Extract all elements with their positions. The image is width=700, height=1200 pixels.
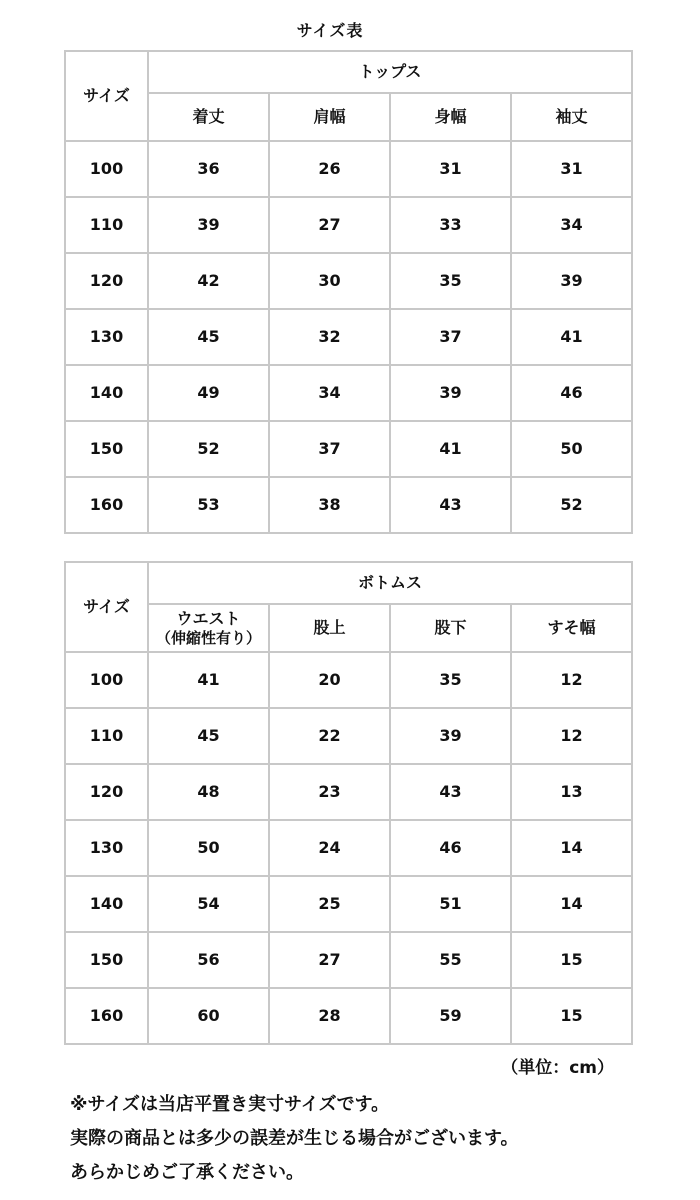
measurement-cell: 39: [390, 708, 511, 764]
column-header-label: すそ幅: [547, 618, 596, 637]
measurement-cell: 14: [511, 876, 632, 932]
measurement-cell: 59: [390, 988, 511, 1044]
notes-list: [70, 1088, 670, 1190]
tops-group-header: トップス: [148, 51, 632, 93]
table-row: [65, 652, 632, 708]
measurement-cell: 30: [269, 253, 390, 309]
measurement-cell: 46: [390, 820, 511, 876]
table-row: [65, 764, 632, 820]
measurement-cell: 34: [511, 197, 632, 253]
tops-column-header: 身幅: [390, 93, 511, 141]
measurement-cell: 22: [269, 708, 390, 764]
measurement-cell: 25: [269, 876, 390, 932]
measurement-cell: 26: [269, 141, 390, 197]
column-header-label: 股下: [434, 618, 467, 637]
table-row: [65, 197, 632, 253]
measurement-cell: 53: [148, 477, 269, 533]
size-cell: 110: [65, 708, 148, 764]
measurement-cell: 49: [148, 365, 269, 421]
measurement-cell: 41: [148, 652, 269, 708]
measurement-cell: 27: [269, 932, 390, 988]
measurement-cell: 45: [148, 708, 269, 764]
tops-column-header-row: [65, 93, 632, 141]
bottoms-table-body: [65, 652, 632, 1044]
measurement-cell: 50: [511, 421, 632, 477]
measurement-cell: 35: [390, 652, 511, 708]
tops-column-header: 肩幅: [269, 93, 390, 141]
measurement-cell: 50: [148, 820, 269, 876]
table-row: [65, 708, 632, 764]
tops-table-body: [65, 141, 632, 533]
size-cell: 150: [65, 421, 148, 477]
size-cell: 130: [65, 820, 148, 876]
size-cell: 100: [65, 141, 148, 197]
measurement-cell: 42: [148, 253, 269, 309]
column-header-label: 股上: [313, 618, 346, 637]
size-cell: 120: [65, 253, 148, 309]
note-line: あらかじめご了承ください。: [70, 1162, 304, 1183]
measurement-cell: 41: [511, 309, 632, 365]
measurement-cell: 60: [148, 988, 269, 1044]
bottoms-column-header-row: [65, 604, 632, 652]
bottoms-column-header-inseam: [390, 604, 511, 652]
measurement-cell: 34: [269, 365, 390, 421]
measurement-cell: 15: [511, 988, 632, 1044]
size-cell: 140: [65, 876, 148, 932]
measurement-cell: 23: [269, 764, 390, 820]
measurement-cell: 52: [148, 421, 269, 477]
table-row: [65, 253, 632, 309]
measurement-cell: 55: [390, 932, 511, 988]
measurement-cell: 36: [148, 141, 269, 197]
measurement-cell: 43: [390, 764, 511, 820]
measurement-cell: 31: [390, 141, 511, 197]
size-cell: 130: [65, 309, 148, 365]
measurement-cell: 20: [269, 652, 390, 708]
column-header-sublabel: （伸縮性有り）: [155, 628, 261, 647]
measurement-cell: 32: [269, 309, 390, 365]
measurement-cell: 52: [511, 477, 632, 533]
bottoms-size-table: [64, 561, 633, 1045]
table-row: [65, 477, 632, 533]
bottoms-group-header-row: [65, 562, 632, 604]
measurement-cell: 28: [269, 988, 390, 1044]
page-title: サイズ表: [296, 21, 364, 40]
measurement-cell: 45: [148, 309, 269, 365]
measurement-cell: 14: [511, 820, 632, 876]
tops-size-header: サイズ: [65, 51, 148, 141]
measurement-cell: 37: [269, 421, 390, 477]
tops-size-table: [64, 50, 633, 534]
measurement-cell: 39: [148, 197, 269, 253]
table-row: [65, 820, 632, 876]
measurement-cell: 12: [511, 708, 632, 764]
note-line: ※サイズは当店平置き実寸サイズです。: [70, 1094, 390, 1115]
size-cell: 120: [65, 764, 148, 820]
measurement-cell: 38: [269, 477, 390, 533]
measurement-cell: 46: [511, 365, 632, 421]
column-header-label: ウエスト: [176, 608, 241, 628]
size-cell: 110: [65, 197, 148, 253]
note-line: 実際の商品とは多少の誤差が生じる場合がございます。: [70, 1128, 519, 1149]
bottoms-column-header-hem-width: [511, 604, 632, 652]
table-row: [65, 421, 632, 477]
bottoms-group-header: ボトムス: [148, 562, 632, 604]
measurement-cell: 12: [511, 652, 632, 708]
size-cell: 150: [65, 932, 148, 988]
measurement-cell: 27: [269, 197, 390, 253]
tops-column-header: 着丈: [148, 93, 269, 141]
measurement-cell: 56: [148, 932, 269, 988]
measurement-cell: 48: [148, 764, 269, 820]
bottoms-size-header: サイズ: [65, 562, 148, 652]
measurement-cell: 54: [148, 876, 269, 932]
table-row: [65, 309, 632, 365]
bottoms-column-header-rise: [269, 604, 390, 652]
table-row: [65, 988, 632, 1044]
tops-group-header-row: [65, 51, 632, 93]
measurement-cell: 39: [511, 253, 632, 309]
measurement-cell: 39: [390, 365, 511, 421]
size-cell: 140: [65, 365, 148, 421]
size-cell: 160: [65, 988, 148, 1044]
measurement-cell: 41: [390, 421, 511, 477]
table-row: [65, 365, 632, 421]
table-row: [65, 932, 632, 988]
size-cell: 100: [65, 652, 148, 708]
measurement-cell: 24: [269, 820, 390, 876]
measurement-cell: 15: [511, 932, 632, 988]
table-row: [65, 141, 632, 197]
size-cell: 160: [65, 477, 148, 533]
bottoms-column-header-waist: [148, 604, 269, 652]
measurement-cell: 43: [390, 477, 511, 533]
measurement-cell: 37: [390, 309, 511, 365]
measurement-cell: 33: [390, 197, 511, 253]
measurement-cell: 51: [390, 876, 511, 932]
table-row: [65, 876, 632, 932]
measurement-cell: 35: [390, 253, 511, 309]
measurement-cell: 31: [511, 141, 632, 197]
tops-column-header: 袖丈: [511, 93, 632, 141]
unit-note: （単位：cm）: [501, 1058, 614, 1078]
measurement-cell: 13: [511, 764, 632, 820]
